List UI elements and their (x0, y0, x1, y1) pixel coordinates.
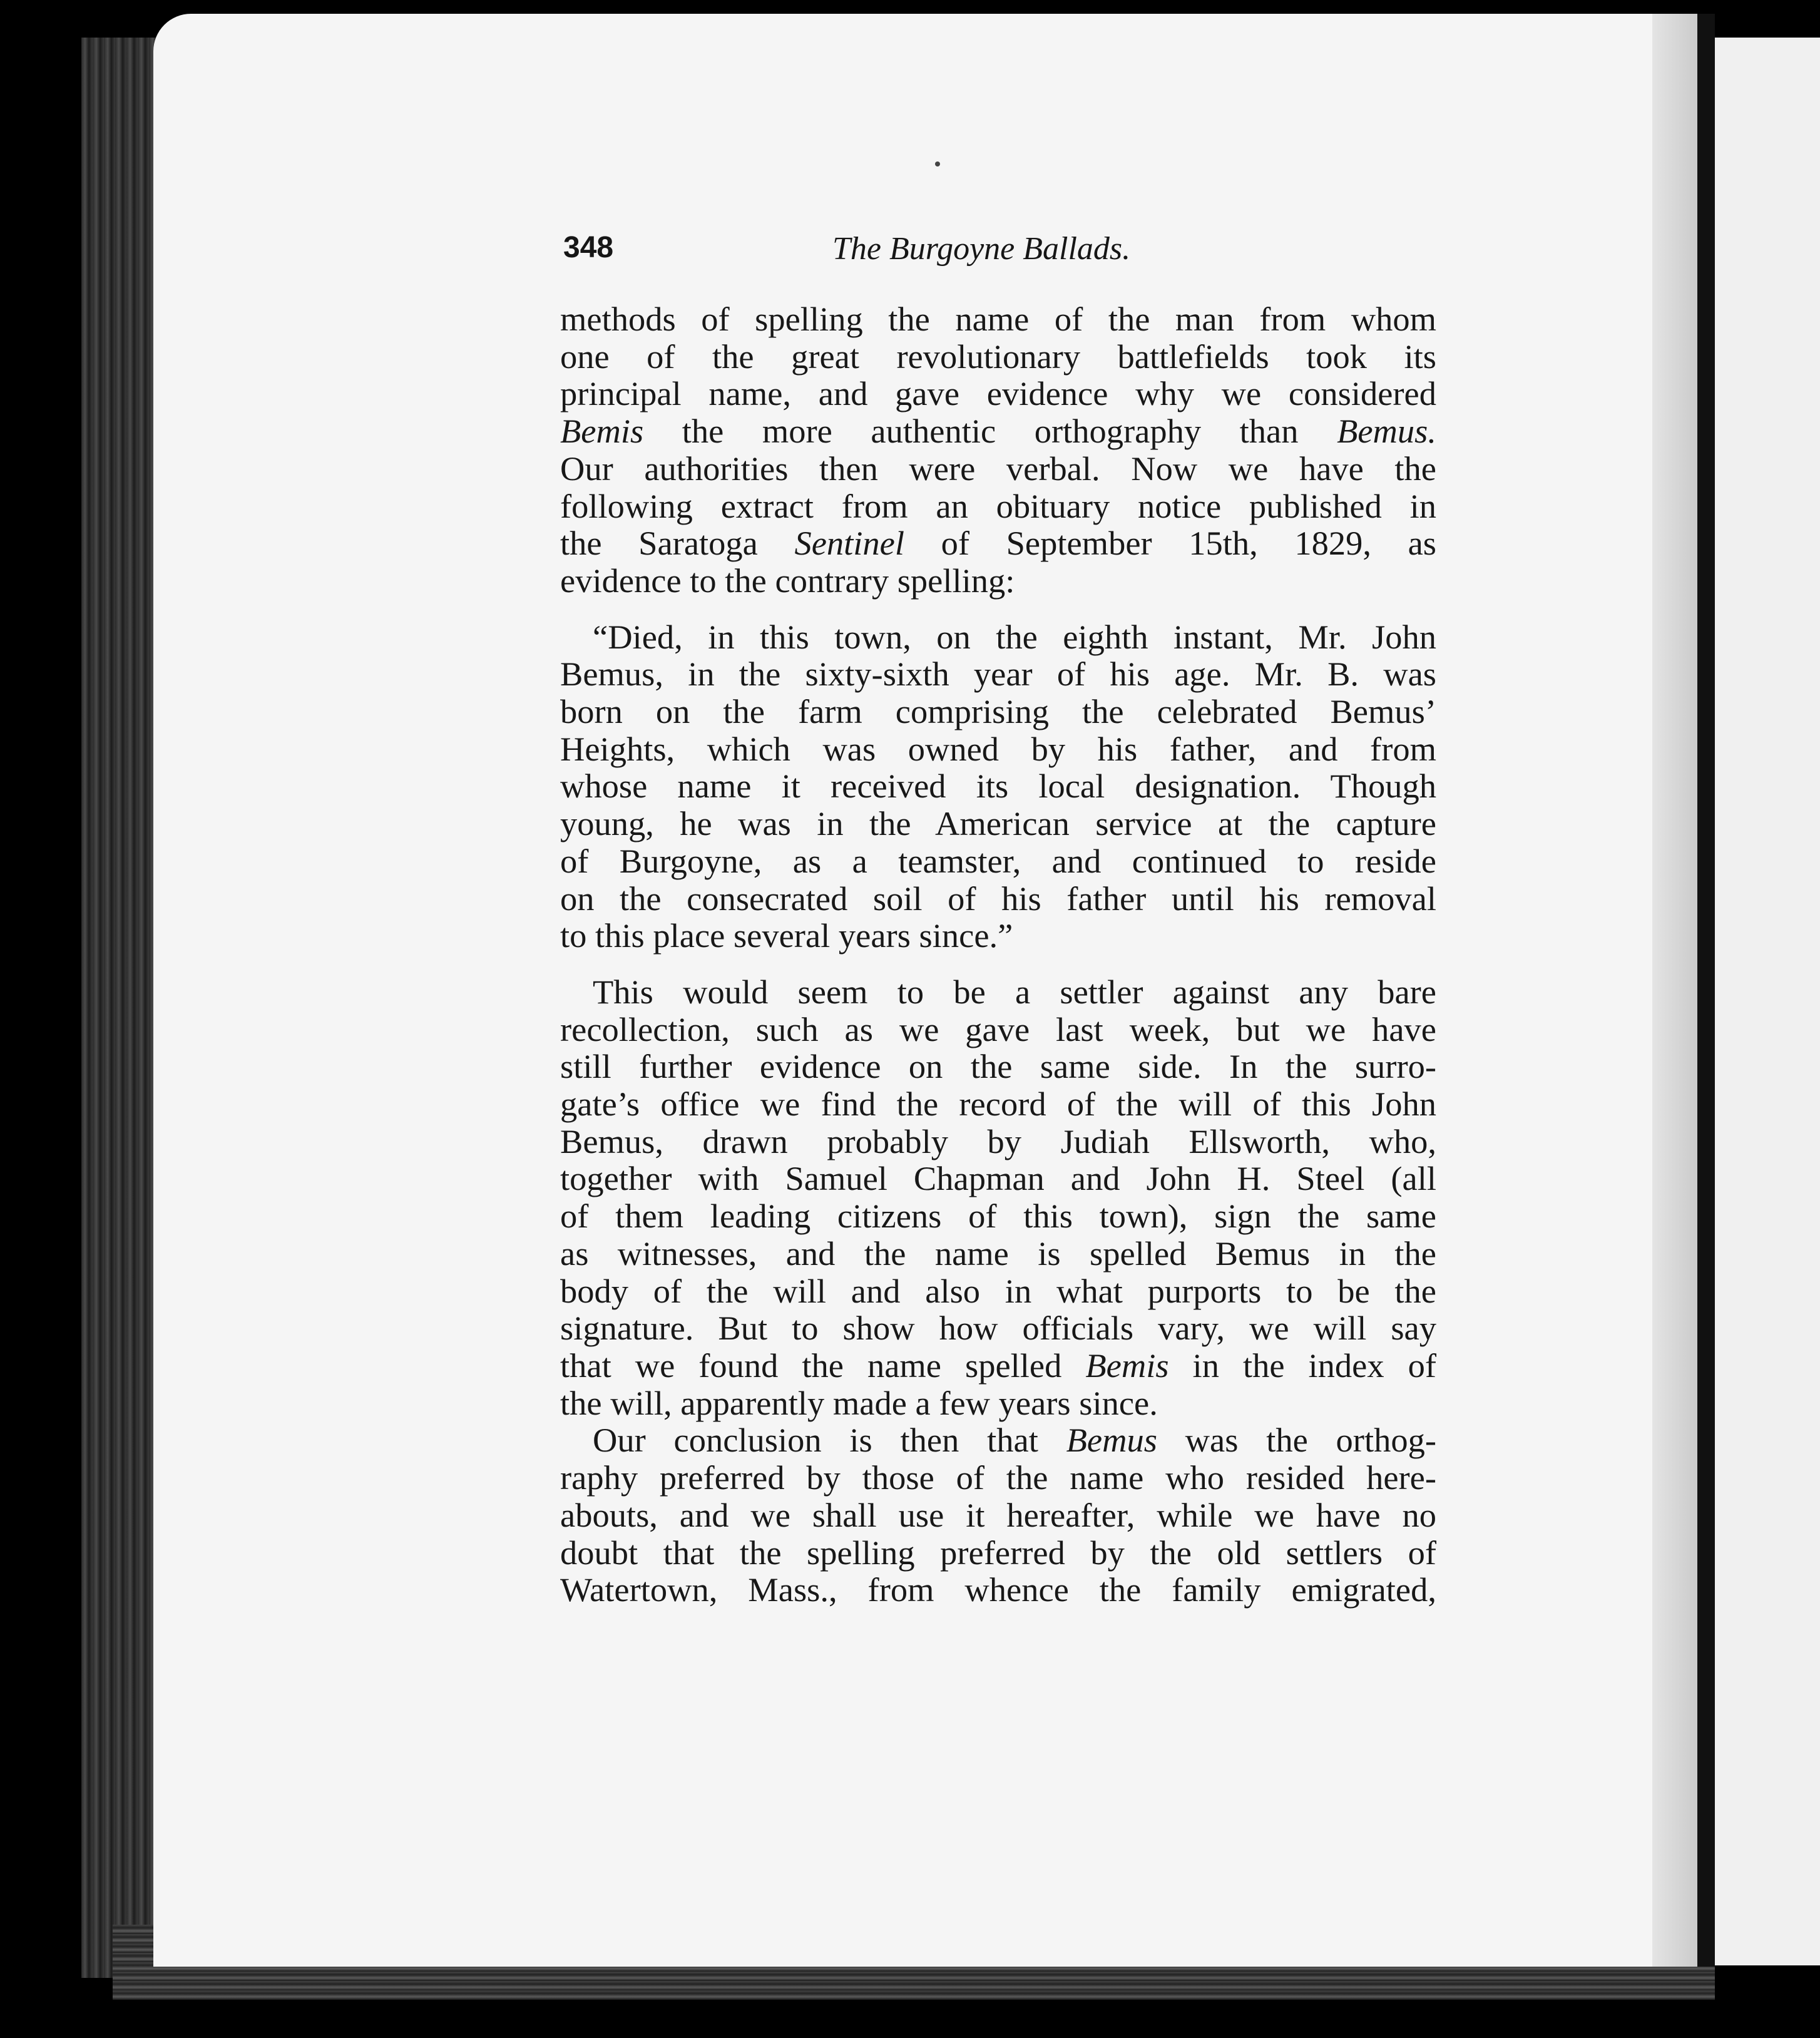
text-line: body of the will and also in what purports to be the (560, 1271, 1436, 1310)
text-line: the will, apparently made a few years since. (560, 1383, 1158, 1422)
paragraph-1 (560, 300, 1436, 600)
text-line: of Burgoyne, as a teamster, and continued to reside (560, 841, 1436, 880)
text-line: whose name it received its local designation. Though (560, 767, 1436, 806)
text-line: signature. But to show how officials vary, we will say (560, 1309, 1436, 1348)
text-line: This would seem to be a settler against any bare (593, 972, 1436, 1011)
text-line: on the consecrated soil of his father until his removal (560, 879, 1436, 918)
text-line: recollection, such as we gave last week, but we have (560, 1010, 1436, 1048)
text-line: Our conclusion is then that Bemus was the orthog- (593, 1421, 1436, 1460)
paragraph-2 (560, 973, 1436, 1421)
text-line: doubt that the spelling preferred by the old settlers of (560, 1533, 1436, 1572)
book-spine (1697, 14, 1715, 1967)
text-line: as witnesses, and the name is spelled Bemus in the (560, 1234, 1436, 1272)
text-line: Bemis the more authentic orthography than Bemus. (560, 412, 1436, 451)
text-line: born on the farm comprising the celebrated Bemus’ (560, 692, 1436, 731)
text-line: the Saratoga Sentinel of September 15th, 1829, as (560, 524, 1436, 563)
text-line: “Died, in this town, on the eighth instant, Mr. John (593, 617, 1436, 656)
text-line: still further evidence on the same side. In the surro- (560, 1047, 1436, 1086)
text-line: abouts, and we shall use it hereafter, while we have no (560, 1495, 1436, 1534)
body-text (560, 300, 1436, 1609)
quoted-obituary (560, 618, 1436, 955)
page-title: The Burgoyne Ballads. (832, 231, 1131, 267)
scan-speck (935, 161, 940, 166)
running-head (563, 230, 1439, 274)
text-line: methods of spelling the name of the man from whom (560, 300, 1436, 338)
text-line: principal name, and gave evidence why we considered (560, 374, 1436, 413)
gutter-shadow (1652, 14, 1702, 1967)
text-line: together with Samuel Chapman and John H. Steel (all (560, 1159, 1436, 1198)
text-line: gate’s office we find the record of the will of this John (560, 1085, 1436, 1124)
text-line: Our authorities then were verbal. Now we have the (560, 449, 1436, 488)
text-line: that we found the name spelled Bemis in the index of (560, 1346, 1436, 1385)
text-line: to this place several years since.” (560, 916, 1013, 955)
text-line: of them leading citizens of this town), sign the same (560, 1197, 1436, 1236)
text-line: one of the great revolutionary battlefields took its (560, 337, 1436, 376)
text-line: young, he was in the American service at the capture (560, 804, 1436, 843)
text-line: raphy preferred by those of the name who resided here- (560, 1458, 1436, 1497)
paragraph-3 (560, 1421, 1436, 1609)
text-line: Heights, which was owned by his father, and from (560, 729, 1436, 768)
text-line: Bemus, drawn probably by Judiah Ellsworth, who, (560, 1122, 1436, 1160)
text-line: evidence to the contrary spelling: (560, 561, 1015, 600)
text-line: following extract from an obituary notice published in (560, 486, 1436, 525)
page-number: 348 (563, 231, 614, 264)
text-line: Watertown, Mass., from whence the family emigrated, (560, 1570, 1436, 1609)
facing-page-edge (1715, 38, 1820, 1965)
text-line: Bemus, in the sixty-sixth year of his age. Mr. B. was (560, 655, 1436, 694)
